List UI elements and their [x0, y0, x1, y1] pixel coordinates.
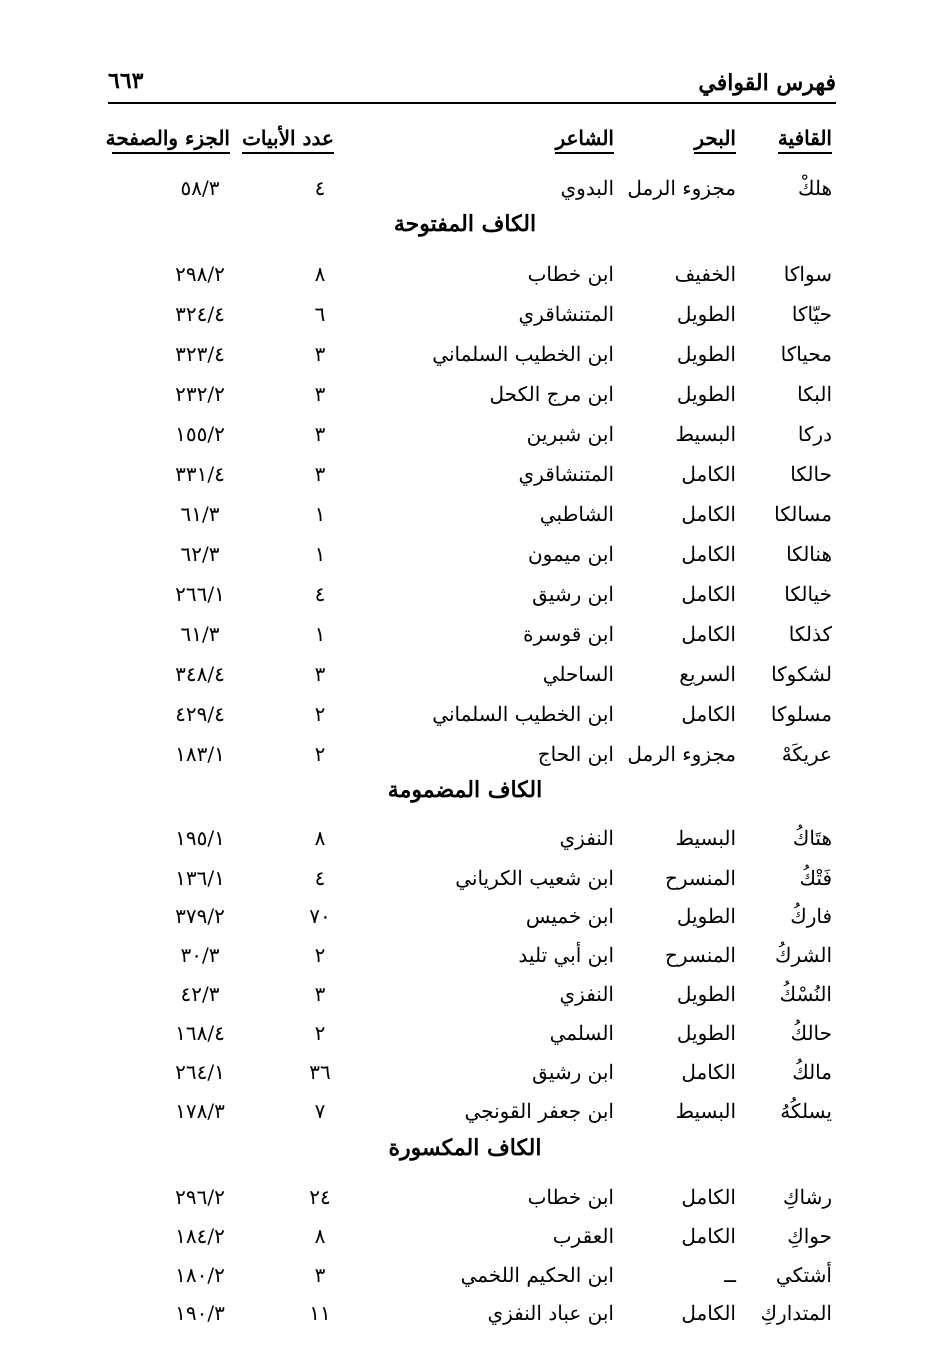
- col-poet: الشاعر: [555, 126, 614, 154]
- cell-rhyme: رشاكِ: [783, 1185, 832, 1209]
- cell-meter: ــ: [724, 1263, 736, 1287]
- col-count: عدد الأبيات: [242, 126, 334, 154]
- cell-meter: الطويل: [676, 382, 736, 406]
- table-row: [0, 616, 926, 654]
- cell-poet: ابن ميمون: [527, 542, 614, 566]
- cell-ref: ٦١/٣: [180, 622, 220, 646]
- cell-ref: ٣٢٤/٤: [175, 302, 225, 326]
- table-row: [0, 536, 926, 574]
- cell-rhyme: مالكُ: [792, 1060, 832, 1084]
- cell-count: ٣: [314, 382, 326, 406]
- cell-ref: ٣٢٣/٤: [175, 342, 225, 366]
- cell-count: ٣: [314, 1263, 326, 1287]
- cell-rhyme: البكا: [797, 382, 832, 406]
- cell-meter: المنسرح: [664, 866, 736, 890]
- cell-count: ٣: [314, 422, 326, 446]
- cell-meter: الطويل: [676, 904, 736, 928]
- cell-poet: ابن مرج الكحل: [489, 382, 614, 406]
- cell-count: ٣: [314, 662, 326, 686]
- cell-meter: الكامل: [681, 502, 736, 526]
- cell-meter: السريع: [679, 662, 736, 686]
- cell-poet: المتنشاقري: [518, 302, 614, 326]
- cell-rhyme: هتَاكُ: [792, 826, 832, 850]
- table-row: [0, 376, 926, 414]
- table-row: [0, 1257, 926, 1295]
- cell-ref: ٤٢/٣: [180, 982, 220, 1006]
- cell-meter: البسيط: [675, 826, 736, 850]
- cell-meter: الطويل: [676, 342, 736, 366]
- cell-poet: السلمي: [549, 1021, 614, 1045]
- cell-count: ٦: [314, 302, 326, 326]
- table-row: [0, 296, 926, 334]
- cell-rhyme: مسالكا: [774, 502, 832, 526]
- cell-rhyme: عريكَهْ: [781, 742, 832, 766]
- cell-rhyme: مسلوكا: [770, 702, 832, 726]
- cell-rhyme: حالكُ: [790, 1021, 832, 1045]
- table-row: [0, 696, 926, 734]
- cell-poet: النفزي: [559, 982, 614, 1006]
- cell-count: ٤: [314, 176, 326, 200]
- cell-count: ٨: [314, 262, 326, 286]
- cell-poet: ابن خطاب: [527, 262, 614, 286]
- cell-ref: ٦٢/٣: [180, 542, 220, 566]
- cell-count: ٨: [314, 1224, 326, 1248]
- cell-ref: ٦١/٣: [180, 502, 220, 526]
- cell-meter: المنسرح: [664, 943, 736, 967]
- cell-ref: ٢٩٦/٢: [175, 1185, 225, 1209]
- cell-poet: ابن الحاج: [537, 742, 614, 766]
- cell-meter: الكامل: [681, 622, 736, 646]
- cell-rhyme: حواكِ: [787, 1224, 832, 1248]
- cell-ref: ١٨٠/٢: [175, 1263, 225, 1287]
- cell-count: ٧٠: [309, 904, 331, 928]
- cell-count: ١: [314, 622, 326, 646]
- cell-ref: ١٩٥/١: [175, 826, 225, 850]
- cell-ref: ٣٤٨/٤: [175, 662, 225, 686]
- cell-count: ٢: [314, 702, 326, 726]
- cell-rhyme: خيالكا: [784, 582, 832, 606]
- col-meter: البحر: [694, 126, 736, 154]
- cell-poet: البدوي: [560, 176, 614, 200]
- cell-ref: ٤٢٩/٤: [175, 702, 225, 726]
- table-row: [0, 416, 926, 454]
- cell-poet: ابن شعيب الكرياني: [455, 866, 614, 890]
- cell-count: ١١: [309, 1301, 331, 1325]
- cell-count: ٢: [314, 742, 326, 766]
- table-row: [0, 1054, 926, 1092]
- cell-poet: ابن رشيق: [532, 582, 614, 606]
- cell-count: ٢: [314, 1021, 326, 1045]
- cell-count: ٤: [314, 582, 326, 606]
- cell-rhyme: محياكا: [780, 342, 832, 366]
- cell-rhyme: فَتْكُ: [799, 866, 832, 890]
- cell-rhyme: فاركُ: [790, 904, 832, 928]
- col-ref: الجزء والصفحة: [112, 126, 230, 154]
- column-headers: [0, 120, 926, 158]
- table-row: [0, 820, 926, 858]
- cell-meter: مجزوء الرمل: [627, 176, 736, 200]
- cell-rhyme: دركا: [797, 422, 832, 446]
- cell-ref: ١٣٦/١: [175, 866, 225, 890]
- table-row: [0, 1179, 926, 1217]
- cell-ref: ١٥٥/٢: [175, 422, 225, 446]
- cell-count: ٣: [314, 462, 326, 486]
- cell-rhyme: لشكوكا: [771, 662, 832, 686]
- cell-rhyme: الشركُ: [774, 943, 832, 967]
- cell-ref: ٣٧٩/٢: [175, 904, 225, 928]
- table-row: [0, 898, 926, 936]
- cell-count: ١: [314, 542, 326, 566]
- table-row: [0, 1093, 926, 1131]
- cell-meter: الكامل: [681, 1301, 736, 1325]
- cell-poet: ابن جعفر القونجي: [464, 1099, 614, 1123]
- cell-rhyme: أشتكي: [775, 1263, 832, 1287]
- cell-rhyme: هنالكا: [786, 542, 832, 566]
- table-row: [0, 1218, 926, 1256]
- cell-meter: الطويل: [676, 1021, 736, 1045]
- cell-poet: المتنشاقري: [518, 462, 614, 486]
- cell-count: ٣: [314, 982, 326, 1006]
- cell-meter: الخفيف: [674, 262, 736, 286]
- cell-meter: الكامل: [681, 462, 736, 486]
- cell-ref: ١٨٤/٢: [175, 1224, 225, 1248]
- cell-poet: ابن الخطيب السلماني: [432, 342, 614, 366]
- cell-count: ١: [314, 502, 326, 526]
- cell-rhyme: هلكْ: [797, 176, 832, 200]
- page-header: [108, 62, 836, 102]
- cell-ref: ٥٨/٣: [180, 176, 220, 200]
- cell-poet: ابن الخطيب السلماني: [432, 702, 614, 726]
- table-row: [0, 937, 926, 975]
- cell-meter: الكامل: [681, 702, 736, 726]
- table-row: [0, 256, 926, 294]
- cell-ref: ١٨٣/١: [175, 742, 225, 766]
- cell-rhyme: يسلكُهُ: [780, 1099, 832, 1123]
- cell-meter: البسيط: [675, 1099, 736, 1123]
- cell-rhyme: المتداركِ: [760, 1301, 832, 1325]
- header-rule: [108, 102, 836, 104]
- cell-ref: ٢٦٦/١: [175, 582, 225, 606]
- cell-ref: ٢٣٢/٢: [175, 382, 225, 406]
- cell-poet: ابن خطاب: [527, 1185, 614, 1209]
- cell-count: ٤: [314, 866, 326, 890]
- cell-rhyme: النُسْكُ: [779, 982, 832, 1006]
- cell-poet: العقرب: [552, 1224, 614, 1248]
- cell-ref: ١٧٨/٣: [175, 1099, 225, 1123]
- page-number: ٦٦٣: [108, 68, 144, 94]
- cell-poet: ابن شبرين: [526, 422, 614, 446]
- cell-meter: البسيط: [675, 422, 736, 446]
- cell-ref: ١٦٨/٤: [175, 1021, 225, 1045]
- cell-count: ٣: [314, 342, 326, 366]
- cell-count: ٧: [314, 1099, 326, 1123]
- cell-rhyme: كذلكا: [788, 622, 832, 646]
- cell-meter: الكامل: [681, 1224, 736, 1248]
- cell-poet: ابن رشيق: [532, 1060, 614, 1084]
- cell-meter: الكامل: [681, 582, 736, 606]
- cell-poet: الشاطبي: [539, 502, 614, 526]
- cell-count: ٨: [314, 826, 326, 850]
- col-rhyme: القافية: [778, 126, 832, 154]
- cell-count: ٢٤: [309, 1185, 331, 1209]
- table-row: [0, 170, 926, 208]
- table-row: [0, 456, 926, 494]
- cell-rhyme: حالكا: [790, 462, 832, 486]
- cell-poet: النفزي: [559, 826, 614, 850]
- section-title: الكاف المضمومة: [387, 777, 543, 803]
- cell-meter: الكامل: [681, 1060, 736, 1084]
- cell-meter: الطويل: [676, 302, 736, 326]
- table-row: [0, 736, 926, 774]
- section-title: الكاف المكسورة: [388, 1135, 542, 1161]
- cell-poet: ابن خميس: [525, 904, 614, 928]
- cell-poet: ابن الحكيم اللخمي: [460, 1263, 614, 1287]
- table-row: [0, 336, 926, 374]
- cell-ref: ١٩٠/٣: [175, 1301, 225, 1325]
- cell-count: ٢: [314, 943, 326, 967]
- cell-ref: ٣٣١/٤: [175, 462, 225, 486]
- cell-poet: ابن قوسرة: [523, 622, 614, 646]
- cell-poet: الساحلي: [542, 662, 614, 686]
- cell-poet: ابن أبي تليد: [518, 943, 614, 967]
- table-row: [0, 1295, 926, 1333]
- cell-poet: ابن عباد النفزي: [487, 1301, 614, 1325]
- table-row: [0, 576, 926, 614]
- running-title: فهرس القوافي: [698, 70, 836, 96]
- table-row: [0, 860, 926, 898]
- cell-meter: الكامل: [681, 1185, 736, 1209]
- cell-meter: مجزوء الرمل: [627, 742, 736, 766]
- section-title: الكاف المفتوحة: [393, 211, 537, 237]
- table-row: [0, 1015, 926, 1053]
- cell-ref: ٣٠/٣: [180, 943, 220, 967]
- table-row: [0, 496, 926, 534]
- table-row: [0, 976, 926, 1014]
- cell-ref: ٢٦٤/١: [175, 1060, 225, 1084]
- cell-rhyme: سواكا: [783, 262, 832, 286]
- table-row: [0, 656, 926, 694]
- cell-rhyme: حيّاكا: [791, 302, 832, 326]
- cell-count: ٣٦: [309, 1060, 331, 1084]
- cell-meter: الطويل: [676, 982, 736, 1006]
- cell-ref: ٢٩٨/٢: [175, 262, 225, 286]
- cell-meter: الكامل: [681, 542, 736, 566]
